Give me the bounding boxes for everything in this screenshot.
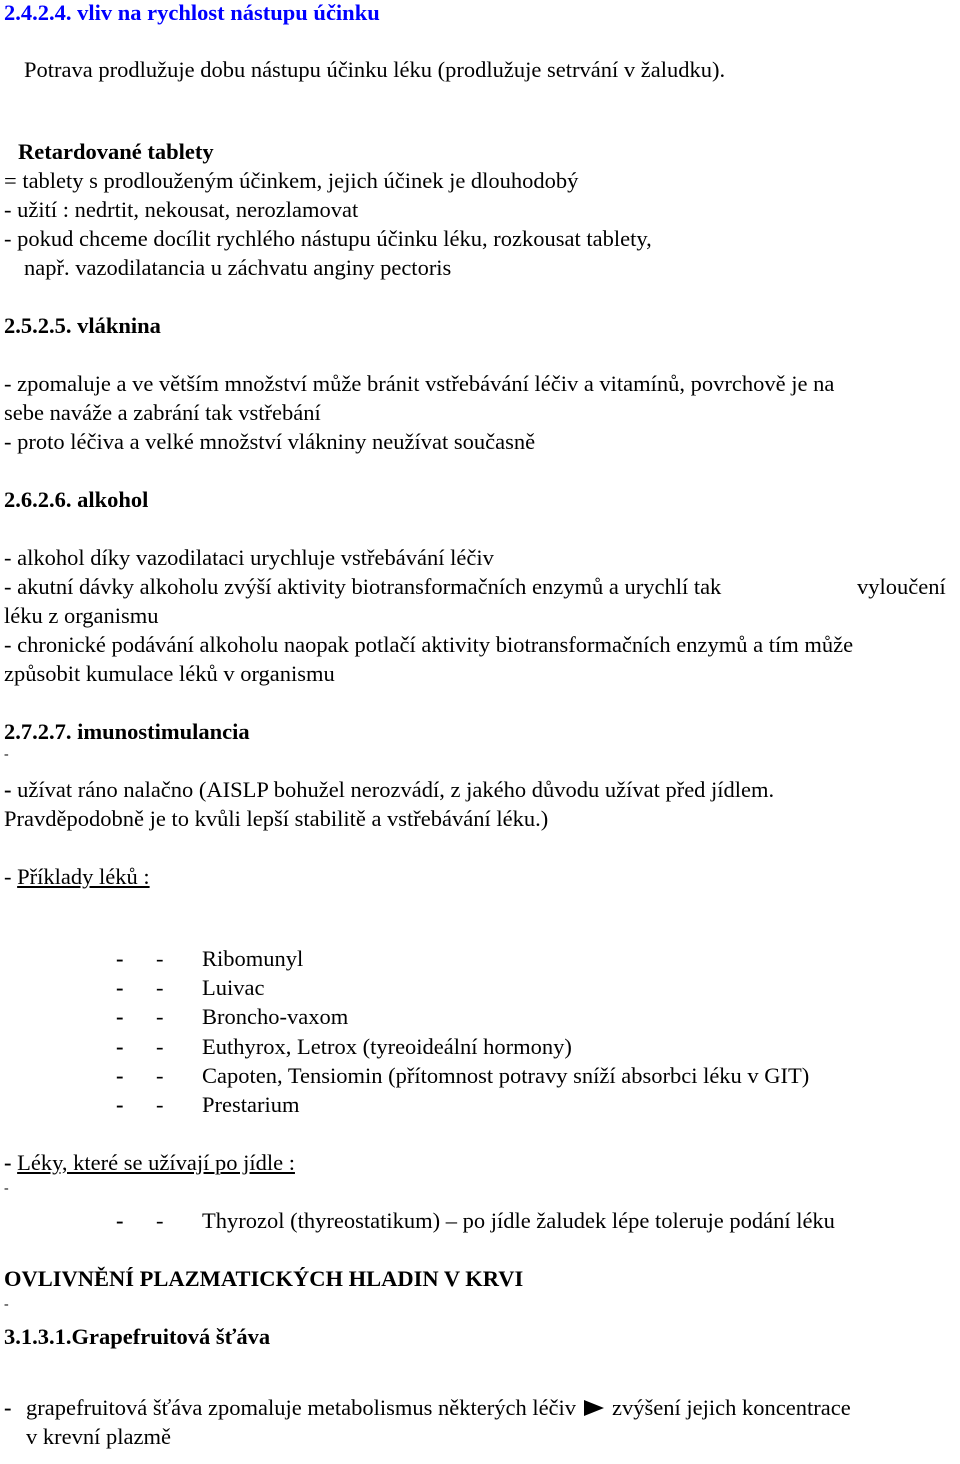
right-pointer-icon <box>584 1400 604 1416</box>
immuno-line-1-dash: - <box>4 777 12 802</box>
drug-list-item <box>116 975 264 1001</box>
drug-bullet-bold: - <box>116 1034 124 1059</box>
drug-bullet: - <box>156 1092 164 1117</box>
drug-bullet-bold: - <box>116 946 124 971</box>
after-meal-text: Thyrozol (thyreostatikum) – po jídle žaludek lépe toleruje podání léku <box>202 1208 835 1233</box>
retard-line-3: - pokud chceme docílit rychlého nástupu účinku léku, rozkousat tablety, <box>4 226 652 251</box>
fiber-line-2: sebe naváže a zabrání tak vstřebání <box>4 400 321 425</box>
alcohol-line-2a: - akutní dávky alkoholu zvýší aktivity biotransformačních enzymů a urychlí tak <box>4 574 722 599</box>
alcohol-line-4: - chronické podávání alkoholu naopak potlačí aktivity biotransformačních enzymů a tím může <box>4 632 854 657</box>
grapefruit-line-1a: grapefruitová šťáva zpomaluje metabolismus některých léčiv <box>26 1395 577 1420</box>
grapefruit-bullet: - <box>4 1395 12 1420</box>
drug-list-item <box>116 946 303 972</box>
drug-name: Broncho-vaxom <box>202 1004 349 1029</box>
alcohol-line-5: způsobit kumulace léků v organismu <box>4 661 335 686</box>
drug-name: Capoten, Tensiomin (přítomnost potravy sníží absorbci léku v GIT) <box>202 1063 810 1088</box>
immuno-line-2: Pravděpodobně je to kvůli lepší stabilitě a vstřebávání léku.) <box>4 806 549 831</box>
after-bullet-bold: - <box>116 1208 124 1233</box>
drug-name: Prestarium <box>202 1092 300 1117</box>
plasma-heading: OVLIVNĚNÍ PLAZMATICKÝCH HLADIN V KRVI <box>4 1266 524 1291</box>
examples-label-line <box>4 864 150 890</box>
stray-dash: - <box>4 747 9 762</box>
stray-dash: - <box>4 1181 9 1196</box>
grapefruit-line-1b: zvýšení jejich koncentrace <box>612 1395 851 1420</box>
after-meal-label-line <box>4 1150 295 1176</box>
fiber-line-1: - zpomaluje a ve větším množství může bránit vstřebávání léčiv a vitamínů, povrchově je na <box>4 371 835 396</box>
retard-title: Retardované tablety <box>18 139 214 164</box>
drug-bullet: - <box>156 975 164 1000</box>
examples-prefix: - <box>4 864 18 889</box>
retard-line-1: = tablety s prodlouženým účinkem, jejich účinek je dlouhodobý <box>4 168 579 193</box>
section-heading-2-6-2-6: 2.6.2.6. alkohol <box>4 487 149 512</box>
alcohol-line-3: léku z organismu <box>4 603 159 628</box>
examples-label: Příklady léků : <box>17 864 150 889</box>
paragraph-food-onset: Potrava prodlužuje dobu nástupu účinku léku (prodlužuje setrvání v žaludku). <box>24 57 726 82</box>
drug-bullet-bold: - <box>116 1092 124 1117</box>
drug-bullet-bold: - <box>116 1004 124 1029</box>
section-heading-2-5-2-5: 2.5.2.5. vláknina <box>4 313 161 338</box>
grapefruit-subheading: 3.1.3.1.Grapefruitová šťáva <box>4 1324 271 1349</box>
after-meal-label: Léky, které se užívají po jídle : <box>17 1150 295 1175</box>
drug-bullet: - <box>156 946 164 971</box>
stray-dash: - <box>4 1297 9 1312</box>
after-meal-item <box>116 1208 835 1234</box>
retard-line-4: např. vazodilatancia u záchvatu anginy pectoris <box>24 255 452 280</box>
drug-bullet: - <box>156 1034 164 1059</box>
drug-list-item <box>116 1034 572 1060</box>
drug-bullet-bold: - <box>116 975 124 1000</box>
after-meal-prefix: - <box>4 1150 18 1175</box>
drug-list-item <box>116 1063 809 1089</box>
drug-name: Luivac <box>202 975 265 1000</box>
drug-list-item <box>116 1004 348 1030</box>
drug-name: Euthyrox, Letrox (tyreoideální hormony) <box>202 1034 572 1059</box>
drug-list-item <box>116 1092 299 1118</box>
section-heading-2-7-2-7: 2.7.2.7. imunostimulancia <box>4 719 250 744</box>
after-bullet: - <box>156 1208 164 1233</box>
drug-bullet-bold: - <box>116 1063 124 1088</box>
retard-line-2: - užití : nedrtit, nekousat, nerozlamovat <box>4 197 359 222</box>
section-heading-2-4-2-4: 2.4.2.4. vliv na rychlost nástupu účinku <box>4 0 380 25</box>
alcohol-line-2b: vyloučení <box>857 574 946 599</box>
grapefruit-line-1 <box>4 1395 851 1421</box>
drug-name: Ribomunyl <box>202 946 304 971</box>
immuno-line-1 <box>4 777 774 803</box>
fiber-line-3: - proto léčiva a velké množství vlákniny neužívat současně <box>4 429 536 454</box>
alcohol-line-1: - alkohol díky vazodilataci urychluje vstřebávání léčiv <box>4 545 494 570</box>
drug-bullet: - <box>156 1063 164 1088</box>
immuno-line-1-text: užívat ráno nalačno (AISLP bohužel nerozvádí, z jakého důvodu užívat před jídlem. <box>11 777 775 802</box>
grapefruit-line-2: v krevní plazmě <box>26 1424 171 1449</box>
drug-bullet: - <box>156 1004 164 1029</box>
